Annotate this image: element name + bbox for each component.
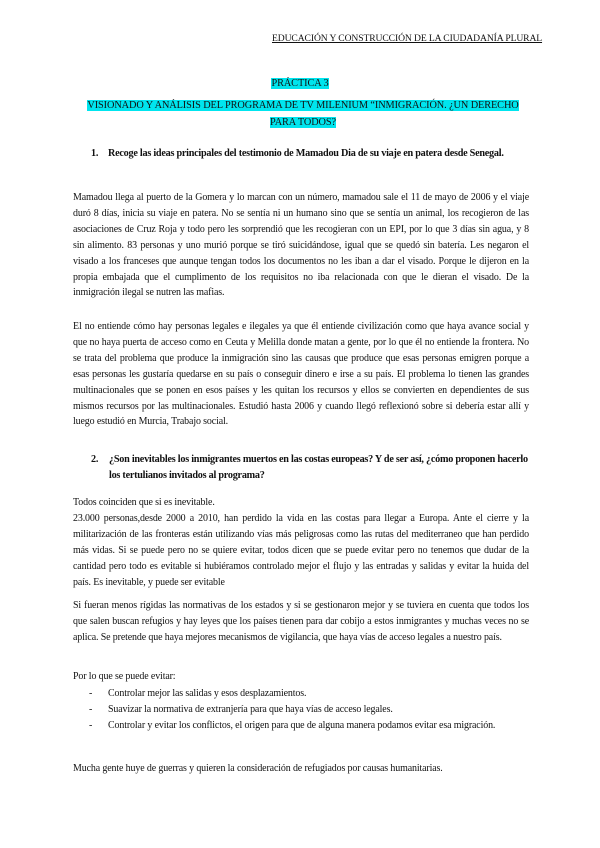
list-marker: -: [89, 704, 93, 715]
question-2: [91, 452, 529, 484]
list-item: [89, 686, 529, 702]
question-2-number: 2.: [91, 454, 99, 465]
practice-label: [0, 73, 600, 91]
paragraph-1: Mamadou llega al puerto de la Gomera y lo marcan con un número, mamadou sale el 11 de mayo de 2006 y el viaje duró 8 días, inicia su viaje en patera. No se sentía ni un humano sino que se sentía un animal, los recogieron de las asociaciones de Cruz Roja y todo pero les sorprendió que les recogieran con un EPI, por lo que 3 días sin agua, y 8 sin alimento. 83 personas y uno murió porque se tiró suicidándose, igual que se quedó sin batería. Les negaron el visado a los franceses que aunque tengan todos los documentos no les iban a dar el visado. Porque le dijeron en la propia embajada que el cumplimento de los requisitos no iba relacionada con que le dieran el visado. De la inmigración ilegal se nutren las mafias.: [73, 192, 529, 299]
list-item-text: Controlar mejor las salidas y esos desplazamientos.: [108, 688, 307, 699]
question-1-number: 1.: [91, 148, 99, 159]
list-item: [89, 718, 529, 734]
paragraph-3-intro: Todos coinciden que si es inevitable.: [73, 497, 215, 508]
list-item-text: Controlar y evitar los conflictos, el origen para que de alguna manera podamos evitar esa migración.: [108, 720, 496, 731]
measures-list: [89, 686, 529, 734]
document-title: [80, 98, 526, 131]
paragraph-6: Mucha gente huye de guerras y quieren la consideración de refugiados por causas humanitarias.: [73, 763, 443, 774]
practice-label-text: PRÁCTICA 3: [271, 78, 329, 89]
paragraph-3: 23.000 personas,desde 2000 a 2010, han perdido la vida en las costas para llegar a Europa. Ante el cierre y la militarización de las fronteras están utilizando vías más peligrosas como las rutas del mediterraneo que han perdido más vidas. Si se puede pero no se quiere evitar, todos dicen que se puede evitar pero no tenemos que dudar de la cantidad pero todo es evitable si hubiéramos controlado mejor el flujo y las entradas y salidas y evitar la huida del país. Es inevitable, y puede ser evitable: [73, 513, 529, 588]
question-2-text: ¿Son inevitables los inmigrantes muertos en las costas europeas? Y de ser así, ¿cómo proponen hacerlo los tertulianos invitados al programa?: [109, 454, 528, 481]
question-1-text: Recoge las ideas principales del testimonio de Mamadou Dia de su viaje en patera desde Senegal.: [108, 148, 504, 159]
paragraph-5-intro: Por lo que se puede evitar:: [73, 671, 176, 682]
question-1: [91, 146, 529, 162]
list-item: [89, 702, 529, 718]
list-item-text: Suavizar la normativa de extranjería para que haya vías de acceso legales.: [108, 704, 393, 715]
paragraph-4: Si fueran menos rígidas las normativas de los estados y si se gestionaron mejor y se tuviera en cuenta que todos los que salen buscan refugios y hay leyes que los países tienen para dar cobijo a estos inmigrantes y muchas veces no se aplica. Se pretende que haya mejores mecanismos de vigilancia, que haya vías de acceso legales a nuestro país.: [73, 600, 529, 643]
document-title-text: VISIONADO Y ANÁLISIS DEL PROGRAMA DE TV MILENIUM “INMIGRACIÓN. ¿UN DERECHO PARA TODOS?: [87, 100, 519, 128]
page-header: EDUCACIÓN Y CONSTRUCCIÓN DE LA CIUDADANÍA PLURAL: [272, 33, 543, 44]
list-marker: -: [89, 720, 93, 731]
list-marker: -: [89, 688, 93, 699]
paragraph-2: El no entiende cómo hay personas legales e ilegales ya que él entiende civilización como que haya avance social y que no haya puerta de acceso como en Ceuta y Melilla donde matan a gente, por lo que él no entiende la frontera. No se trata del problema que produce la inmigración sino las causas que produce que esas personas emigren porque a esas personas les gustaría quedarse en su país o conseguir dinero e irse a su país. El problema lo tienen las grandes multinacionales que se ponen en esos países y les quitan los recursos y ellos se convierten en dependientes de sus mismos recursos por las multinacionales. Estudió hasta 2006 y cuando llegó reflexionó sobre si debería estar allí y luego estudió en Murcia, Trabajo social.: [73, 321, 529, 428]
